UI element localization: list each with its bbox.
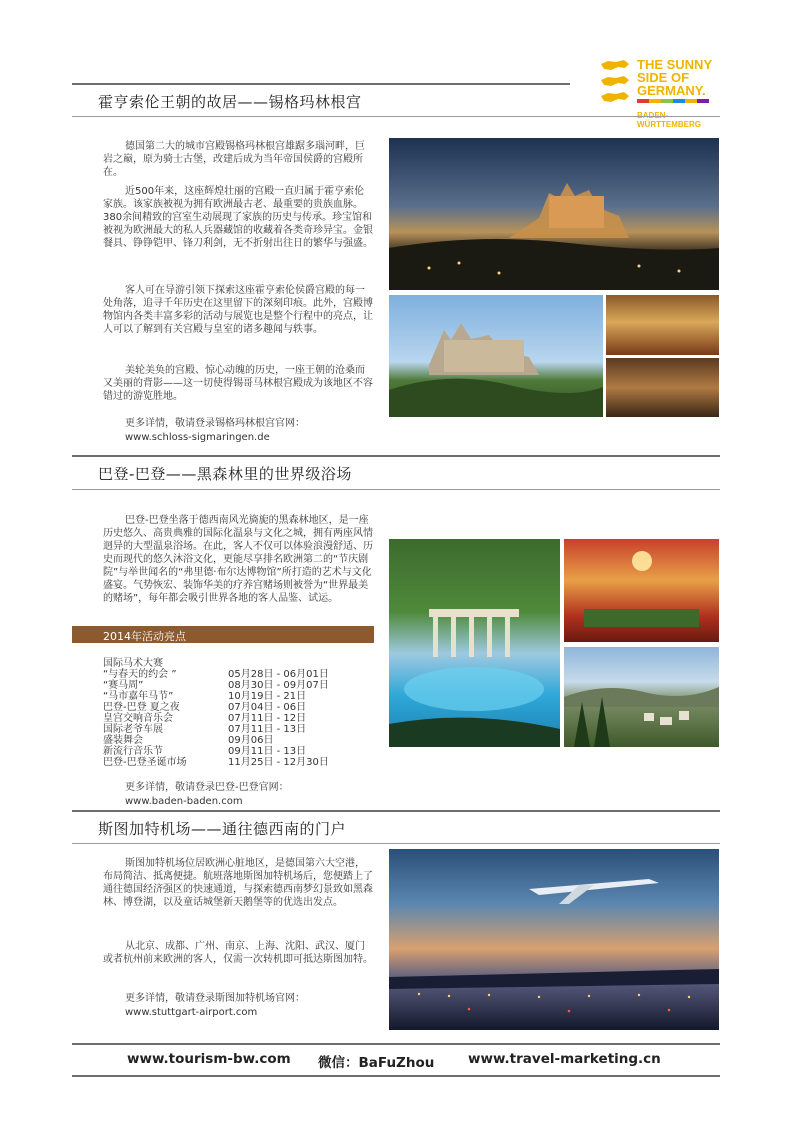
list-item: 国际老爷车展 07月11日 - 13日 [103,724,307,735]
paragraph: 客人可在导游引领下探索这座霍亨索伦侯爵宫殿的每一处角落，追寻千年历史在这里留下的深刻印痕。此外，宫殿博物馆内各类丰富多彩的活动与展览也是整个行程中的亮点，让人可以了解到有关宫殿与皇室的诸多趣闻与轶事。 [103,285,373,335]
logo-color-bars [637,99,709,103]
footer-divider [72,1043,720,1045]
section-divider [72,810,720,812]
more-info-label: 更多详情，敬请登录巴登-巴登官网： [125,782,289,793]
section-title: 霍亨索伦王朝的故居——锡格玛林根宫 [98,93,362,111]
logo-tagline: THE SUNNY SIDE OF GERMANY. [637,57,713,98]
list-item: “与春天的约会 ” 05月28日 - 06月01日 [103,669,329,680]
events-list [103,658,329,768]
paragraph: 斯图加特机场位居欧洲心脏地区，是德国第六大空港，布局简洁、抵离便捷。航班落地斯图加特机场后，您便踏上了通往德国经济强区的快速通道，与探索德西南梦幻景致如黑森林、博登湖，以及童话城堡新天鹅堡等的优选出发点。 [103,858,373,908]
footer-wechat: 微信：BaFuZhou [318,1055,435,1071]
footer-link-tourism[interactable]: www.tourism-bw.com [127,1051,291,1067]
armory-hall-photo [606,358,719,417]
castle-day-photo [389,295,603,417]
list-item: 巴登-巴登圣诞市场 11月25日 - 12月30日 [103,757,329,768]
paragraph: 从北京、成都、广州、南京、上海、沈阳、武汉、厦门或者杭州前来欧洲的客人，仅需一次转机即可抵达斯图加特。 [103,941,373,965]
airport-night-photo [389,849,719,1030]
footer-link-travel-marketing[interactable]: www.travel-marketing.cn [468,1051,661,1067]
events-title: 2014年活动亮点 [103,630,186,643]
section-divider [72,455,720,457]
paragraph: 近500年来，这座辉煌壮丽的宫殿一直归属于霍亨索伦家族。该家族被视为拥有欧洲最古老、最重要的贵族血脉。380余间精致的宫室生动展现了家族的历史与传承。珍宝馆和被视为欧洲最大的私人兵器藏馆的收藏着各类奇珍异宝。金银餐具、铮铮铠甲、锋刀利剑，无不折射出往日的繁华与强盛。 [103,186,373,249]
section-divider [72,489,720,490]
list-item: 皇宫交响音乐会 07月11日 - 12日 [103,713,307,724]
list-item: 盛装舞会 09月06日 [103,735,274,746]
section-divider [72,843,720,844]
paragraph: 美轮美奂的宫殿、惊心动魄的历史，一座王朝的沧桑而又美丽的背影——这一切使得锡哥马林根宫殿成为该地区不容错过的游览胜地。 [103,365,373,402]
more-info-link[interactable]: www.stuttgart-airport.com [125,1007,258,1018]
paragraph: 德国第二大的城市宫殿锡格玛林根宫雄踞多瑙河畔，巨岩之巅，原为骑士古堡，改建后成为当年帝国侯爵的宫殿所在。 [103,141,365,178]
section-title: 斯图加特机场——通往德西南的门户 [98,820,347,838]
more-info-link[interactable]: www.schloss-sigmaringen.de [125,432,270,443]
list-item: 新流行音乐节 09月11日 - 13日 [103,746,307,757]
more-info-label: 更多详情，敬请登录锡格玛林根宫官网： [125,418,305,429]
more-info-link[interactable]: www.baden-baden.com [125,796,243,807]
logo-region: WÜRTTEMBERG [637,120,701,129]
castle-night-photo [389,138,719,290]
lions-emblem-icon [598,58,632,108]
palace-hall-photo [606,295,719,355]
list-item: “赛马周” 08月30日 - 09月07日 [103,680,329,691]
spa-pool-photo [389,539,560,747]
footer-divider [72,1075,720,1077]
list-item: 巴登-巴登 夏之夜 07月04日 - 06日 [103,702,307,713]
paragraph: 巴登-巴登坐落于德西南风光旖旎的黑森林地区，是一座历史悠久、高贵典雅的国际化温泉与文化之城，拥有两座风情迥异的大型温泉浴场。在此，客人不仅可以体验浪漫舒适、历史而现代的悠久沐浴文化，更能尽享排名欧洲第二的“节庆剧院”与举世闻名的“弗里德·布尔达博物馆”所打造的艺术与文化盛宴。气势恢宏、装饰华美的疗养宫赌场则被誉为“世界最美的赌场”，每年都会吸引世界各地的客人品鉴、试运。 [103,515,373,604]
town-view-photo [564,647,719,747]
section-divider [72,83,570,85]
casino-interior-photo [564,539,719,642]
list-item: “马市嘉年马节” 10月19日 - 21日 [103,691,307,702]
events-header: 国际马术大赛 [103,658,163,669]
section-title: 巴登-巴登——黑森林里的世界级浴场 [98,465,352,483]
more-info-label: 更多详情，敬请登录斯图加特机场官网： [125,993,305,1004]
section-divider [72,116,720,117]
